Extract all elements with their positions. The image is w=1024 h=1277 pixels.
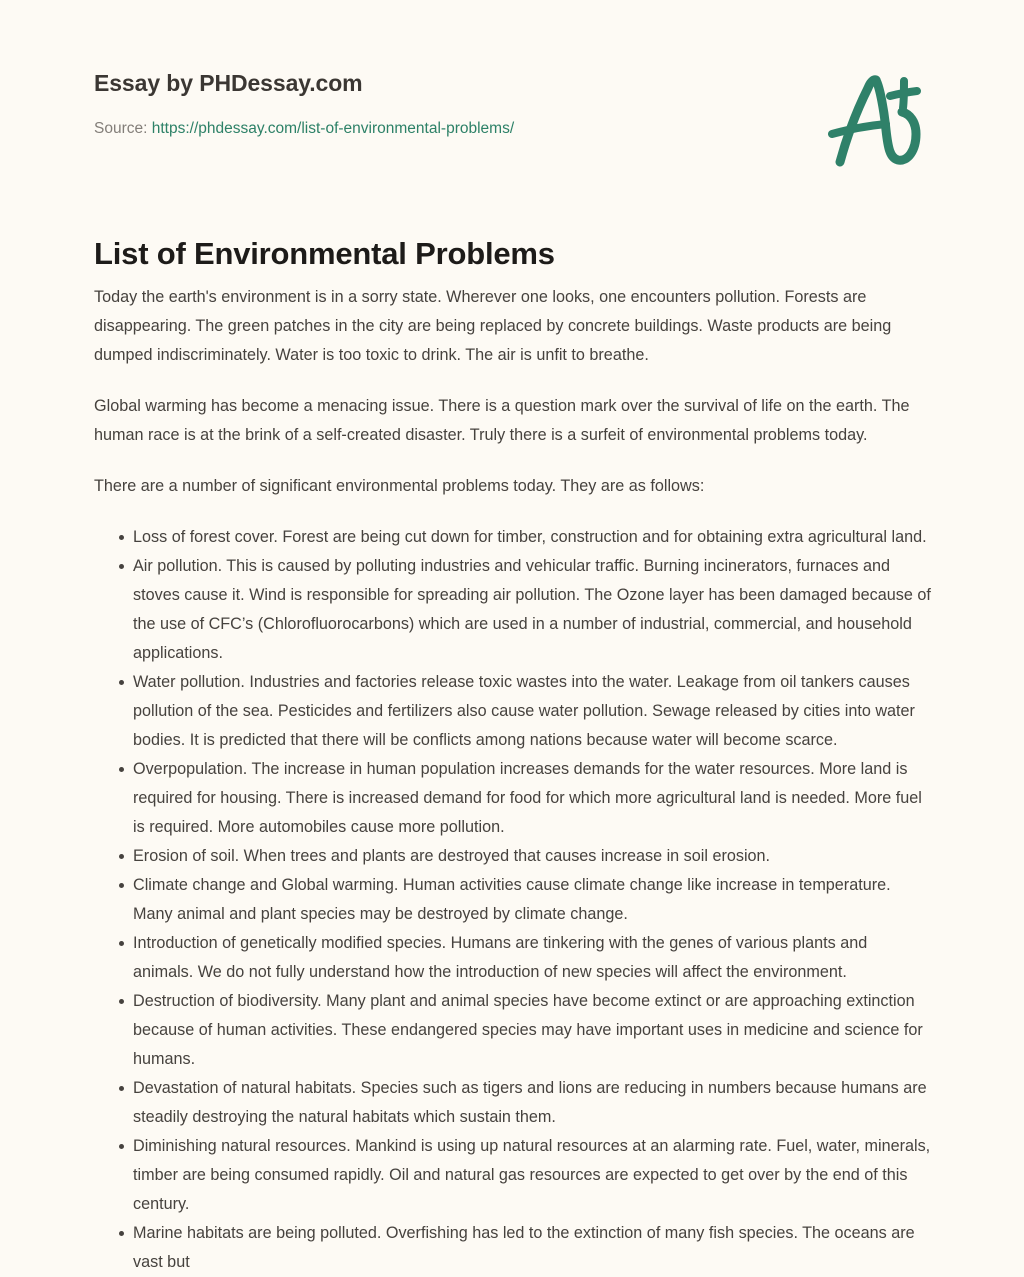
essay-body — [94, 283, 932, 1277]
list-item: Devastation of natural habitats. Species such as tigers and lions are reducing in numbers because humans are steadily destroying the natural habitats which sustain them. — [94, 1074, 932, 1132]
list-item: Water pollution. Industries and factories release toxic wastes into the water. Leakage from oil tankers causes pollution of the sea. Pesticides and fertilizers also cause water pollution. Sewage released by cities into water bodies. It is predicted that there will be conflicts among nations because water will become scarce. — [94, 668, 932, 755]
list-item: Erosion of soil. When trees and plants are destroyed that causes increase in soil erosion. — [94, 842, 932, 871]
list-item: Loss of forest cover. Forest are being cut down for timber, construction and for obtaining extra agricultural land. — [94, 523, 932, 552]
source-label: Source: — [94, 120, 148, 137]
source-url-link[interactable]: https://phdessay.com/list-of-environmental-problems/ — [151, 120, 515, 137]
intro-paragraph-3: There are a number of significant environmental problems today. They are as follows: — [94, 477, 705, 495]
list-item: Climate change and Global warming. Human activities cause climate change like increase in temperature. Many animal and plant species may be destroyed by climate change. — [94, 871, 932, 929]
list-item: Diminishing natural resources. Mankind is using up natural resources at an alarming rate. Fuel, water, minerals, timber are being consumed rapidly. Oil and natural gas resources are expected to get over by the end of this century. — [94, 1132, 932, 1219]
brand-title: Essay by PHDessay.com — [94, 70, 363, 96]
source-line — [94, 120, 514, 138]
page-title: List of Environmental Problems — [94, 235, 555, 271]
list-item: Introduction of genetically modified species. Humans are tinkering with the genes of various plants and animals. We do not fully understand how the introduction of new species will affect the environment. — [94, 929, 932, 987]
list-item: Marine habitats are being polluted. Overfishing has led to the extinction of many fish species. The oceans are vast but — [94, 1219, 932, 1277]
list-item: Air pollution. This is caused by polluting industries and vehicular traffic. Burning incinerators, furnaces and stoves cause it. Wind is responsible for spreading air pollution. The Ozone layer has been damaged because of the use of CFC’s (Chlorofluorocarbons) which are used in a number of industrial, commercial, and household applications. — [94, 552, 932, 668]
list-item: Destruction of biodiversity. Many plant and animal species have become extinct or are approaching extinction because of human activities. These endangered species may have important uses in medicine and science for humans. — [94, 987, 932, 1074]
list-item: Overpopulation. The increase in human population increases demands for the water resources. More land is required for housing. There is increased demand for food for which more agricultural land is needed. More fuel is required. More automobiles cause more pollution. — [94, 755, 932, 842]
intro-paragraph-1: Today the earth's environment is in a sorry state. Wherever one looks, one encounters pollution. Forests are disappearing. The green patches in the city are being replaced by concrete buildings. Waste products are being dumped indiscriminately. Water is too toxic to drink. The air is unfit to breathe. — [94, 288, 892, 364]
intro-paragraph-2: Global warming has become a menacing issue. There is a question mark over the survival of life on the earth. The human race is at the brink of a self-created disaster. Truly there is a surfeit of environmental problems today. — [94, 397, 910, 444]
aplus-logo-icon — [806, 62, 930, 172]
environmental-problems-list — [94, 523, 932, 1277]
page-header — [0, 0, 1024, 180]
